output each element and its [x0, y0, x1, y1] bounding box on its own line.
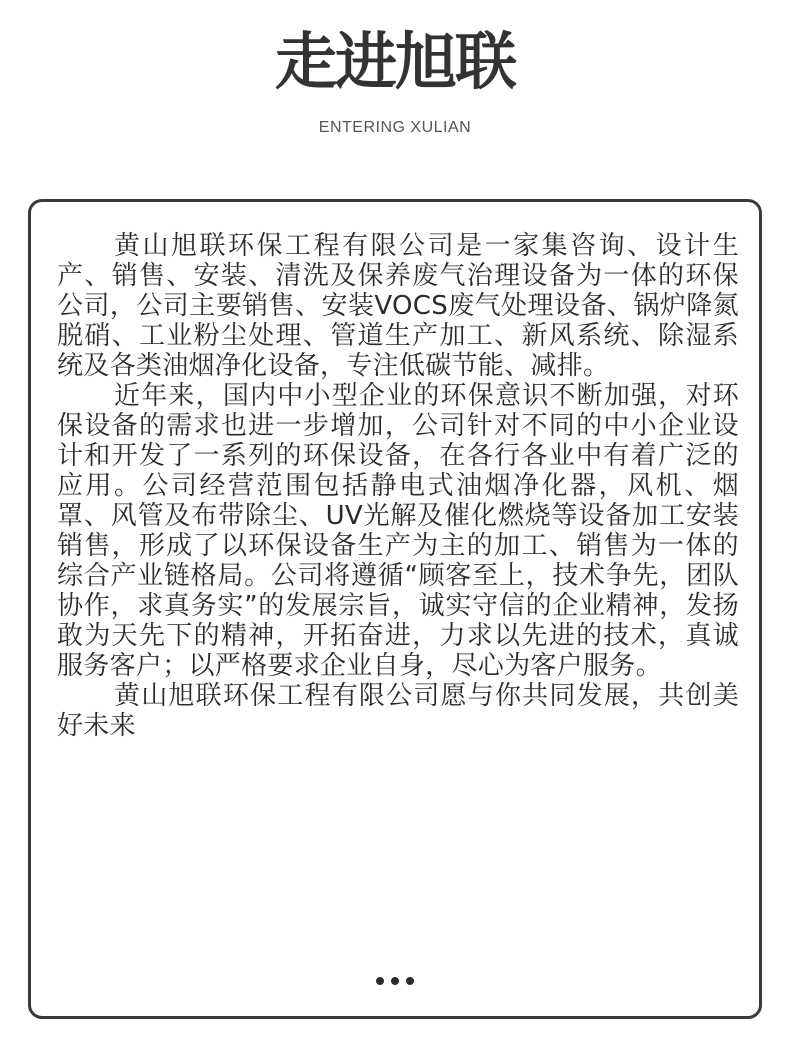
intro-paragraph-2: 近年来，国内中小型企业的环保意识不断加强，对环保设备的需求也进一步增加，公司针对不同的中小企业设计和开发了一系列的环保设备，在各行各业中有着广泛的应用。公司经营范围包括静电式油烟净化器，风机、烟罩、风管及布带除尘、UV光解及催化燃烧等设备加工安装销售，形成了以环保设备生产为主的加工、销售为一体的综合产业链格局。公司将遵循“顾客至上，技术争先，团队协作，求真务实”的发展宗旨，诚实守信的企业精神，发扬敢为天先下的精神，开拓奋进，力求以先进的技术，真诚服务客户；以严格要求企业自身，尽心为客户服务。 — [57, 381, 739, 681]
dot — [406, 977, 414, 985]
dot — [391, 977, 399, 985]
intro-text — [57, 231, 739, 741]
intro-paragraph-3: 黄山旭联环保工程有限公司愿与你共同发展，共创美好未来 — [57, 681, 739, 741]
intro-paragraph-1: 黄山旭联环保工程有限公司是一家集咨询、设计生产、销售、安装、清洗及保养废气治理设备为一体的环保公司，公司主要销售、安装VOCS废气处理设备、锅炉降氮脱硝、工业粉尘处理、管道生产加工、新风系统、除湿系统及各类油烟净化设备，专注低碳节能、减排。 — [57, 231, 739, 381]
page-title: 走进旭联 — [274, 25, 515, 98]
dot — [376, 977, 384, 985]
page-subtitle: ENTERING XULIAN — [318, 119, 472, 136]
ellipsis-icon — [31, 977, 759, 985]
intro-content-box — [28, 199, 762, 1019]
